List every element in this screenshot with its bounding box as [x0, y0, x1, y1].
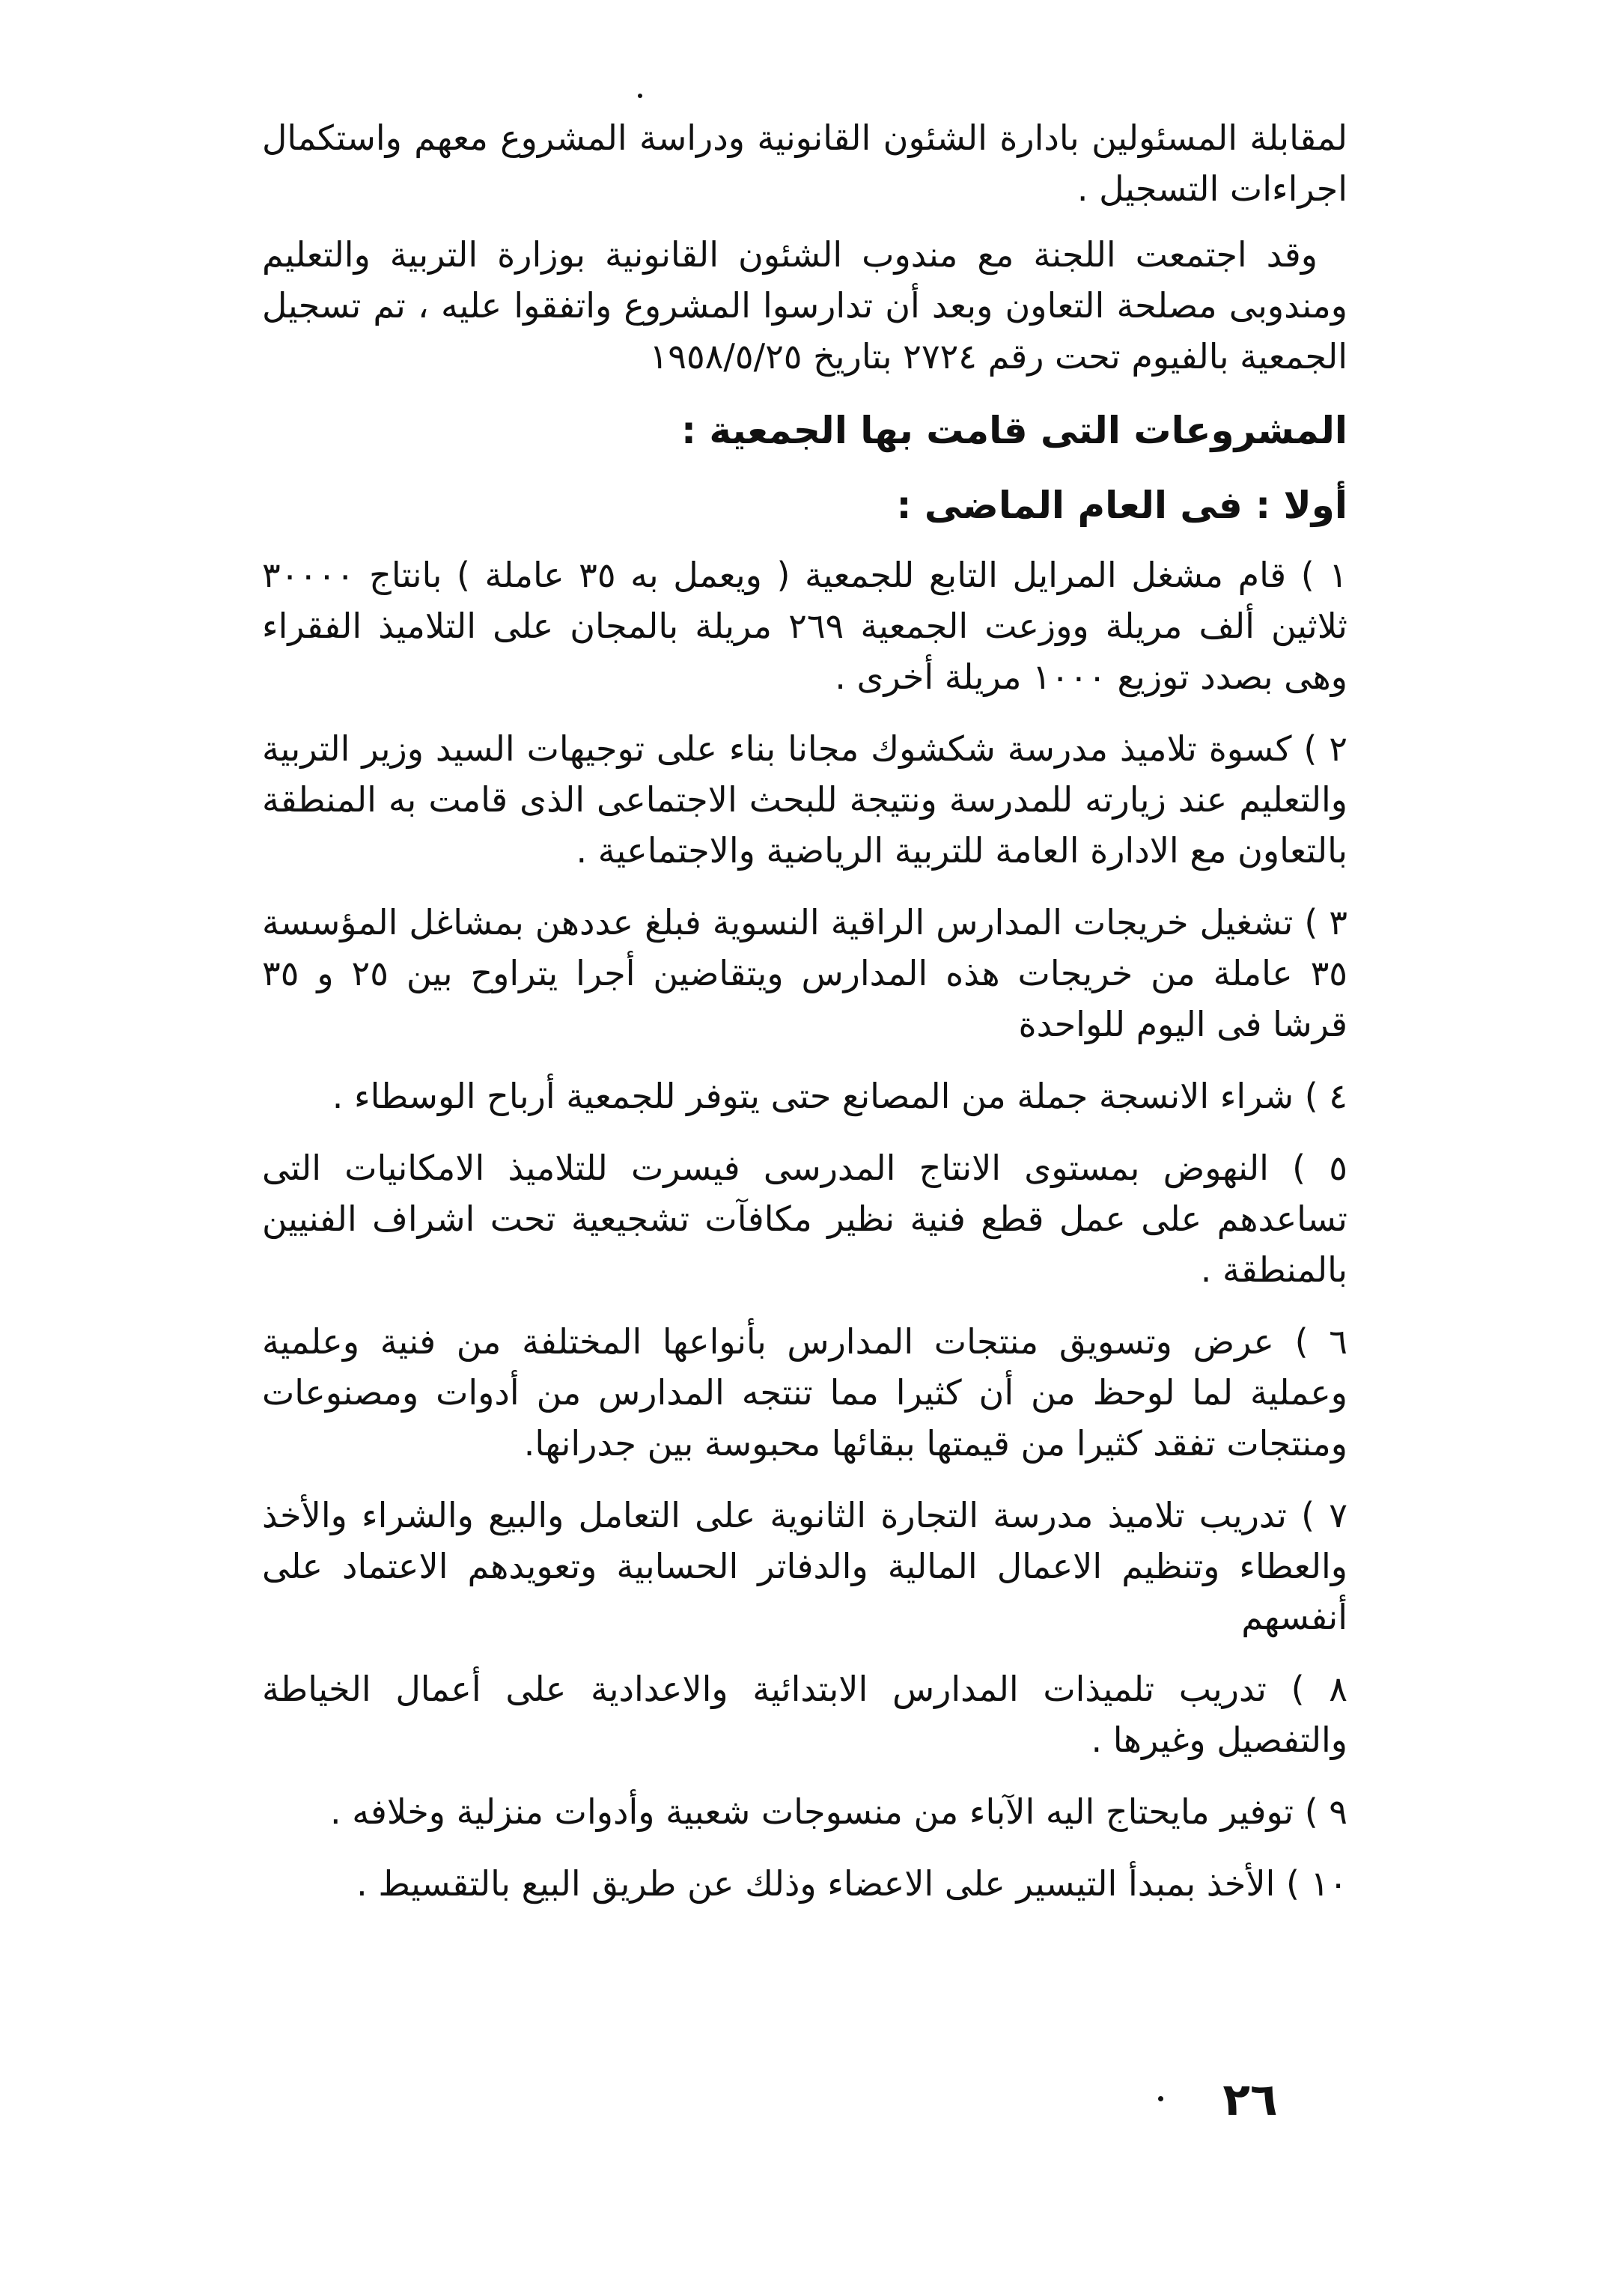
list-item: ٣ ) تشغيل خريجات المدارس الراقية النسوية فبلغ عددهن بمشاغل المؤسسة ٣٥ عاملة من خريجات هذه المدارس ويتقاضين أجرا يتراوح بين ٢٥ و ٣٥ قرشا فى اليوم للواحدة: [262, 902, 1347, 1044]
item-text: تدريب تلاميذ مدرسة التجارة الثانوية على التعامل والبيع والشراء والأخذ والعطاء وتنظيم الاعمال المالية والدفاتر الحسابية وتعويدهم الاعتماد على أنفسهم: [262, 1495, 1347, 1637]
item-text: توفير مايحتاج اليه الآباء من منسوجات شعبية وأدوات منزلية وخلافه .: [329, 1791, 1294, 1832]
item-text: شراء الانسجة جملة من المصانع حتى يتوفر للجمعية أرباح الوسطاء .: [332, 1076, 1294, 1116]
list-item: ٩ ) توفير مايحتاج اليه الآباء من منسوجات شعبية وأدوات منزلية وخلافه .: [329, 1791, 1347, 1832]
page-number: ٢٦: [1222, 2074, 1278, 2126]
item-number: ٢: [1329, 728, 1347, 769]
item-text: النهوض بمستوى الانتاج المدرسى فيسرت للتلاميذ الامكانيات التى تساعدهم على عمل قطع فنية نظير مكافآت تشجيعية تحت اشراف الفنيين بالمنطقة .: [262, 1148, 1347, 1290]
item-number: ٤: [1329, 1076, 1347, 1116]
item-number: ٣: [1329, 902, 1347, 943]
scan-speck: [638, 94, 642, 98]
item-number: ٥: [1329, 1148, 1347, 1188]
list-item: ١٠ ) الأخذ بمبدأ التيسير على الاعضاء وذلك عن طريق البيع بالتقسيط .: [356, 1863, 1347, 1904]
project-list: [262, 549, 1347, 1909]
item-text: كسوة تلاميذ مدرسة شكشوك مجانا بناء على توجيهات السيد وزير التربية والتعليم عند زيارته للمدرسة ونتيجة للبحث الاجتماعى الذى قامت به المنطقة بالتعاون مع الادارة العامة للتربية الرياضية والاجتماعية .: [262, 728, 1347, 871]
item-number: ١٠: [1310, 1863, 1347, 1904]
section-heading: المشروعات التى قامت بها الجمعية :: [681, 409, 1347, 452]
item-number: ٩: [1329, 1791, 1347, 1832]
item-text: قام مشغل المرايل التابع للجمعية ( ويعمل به ٣٥ عاملة ) بانتاج ٣٠٠٠٠ ثلاثين ألف مريلة ووزعت الجمعية ٢٦٩ مريلة بالمجان على التلاميذ الفقراء وهى بصدد توزيع ١٠٠٠ مريلة أخرى .: [262, 555, 1347, 697]
list-item: ٥ ) النهوض بمستوى الانتاج المدرسى فيسرت للتلاميذ الامكانيات التى تساعدهم على عمل قطع فنية نظير مكافآت تشجيعية تحت اشراف الفنيين بالمنطقة .: [262, 1148, 1347, 1290]
list-item: ٧ ) تدريب تلاميذ مدرسة التجارة الثانوية على التعامل والبيع والشراء والأخذ والعطاء وتنظيم الاعمال المالية والدفاتر الحسابية وتعويدهم الاعتماد على أنفسهم: [262, 1495, 1347, 1637]
item-text: تدريب تلميذات المدارس الابتدائية والاعدادية على أعمال الخياطة والتفصيل وغيرها .: [262, 1669, 1347, 1760]
item-text: تشغيل خريجات المدارس الراقية النسوية فبلغ عددهن بمشاغل المؤسسة ٣٥ عاملة من خريجات هذه المدارس ويتقاضين أجرا يتراوح بين ٢٥ و ٣٥ قرشا فى اليوم للواحدة: [262, 902, 1347, 1044]
item-number: ٦: [1329, 1321, 1347, 1362]
list-item: ٦ ) عرض وتسويق منتجات المدارس بأنواعها المختلفة من فنية وعلمية وعملية لما لوحظ من أن كثيرا مما تنتجه المدارس من أدوات ومصنوعات ومنتجات تفقد كثيرا من قيمتها ببقائها محبوسة بين جدرانها.: [262, 1321, 1347, 1464]
item-text: الأخذ بمبدأ التيسير على الاعضاء وذلك عن طريق البيع بالتقسيط .: [356, 1863, 1276, 1904]
subsection-heading: أولا : فى العام الماضى :: [896, 484, 1347, 527]
item-number: ١: [1329, 555, 1347, 595]
intro-paragraph-1: لمقابلة المسئولين بادارة الشئون القانونية ودراسة المشروع معهم واستكمال اجراءات التسجيل .: [262, 118, 1347, 209]
intro-paragraph-2: وقد اجتمعت اللجنة مع مندوب الشئون القانونية بوزارة التربية والتعليم ومندوبى مصلحة التعاون وبعد أن تدارسوا المشروع واتفقوا عليه ، تم تسجيل الجمعية بالفيوم تحت رقم ٢٧٢٤ بتاريخ ١٩٥٨/٥/٢٥: [262, 234, 1347, 377]
list-item: ١ ) قام مشغل المرايل التابع للجمعية ( ويعمل به ٣٥ عاملة ) بانتاج ٣٠٠٠٠ ثلاثين ألف مريلة ووزعت الجمعية ٢٦٩ مريلة بالمجان على التلاميذ الفقراء وهى بصدد توزيع ١٠٠٠ مريلة أخرى .: [262, 555, 1347, 697]
scan-speck: [1158, 2096, 1163, 2101]
list-item: ٢ ) كسوة تلاميذ مدرسة شكشوك مجانا بناء على توجيهات السيد وزير التربية والتعليم عند زيارته للمدرسة ونتيجة للبحث الاجتماعى الذى قامت به المنطقة بالتعاون مع الادارة العامة للتربية الرياضية والاجتماعية .: [262, 728, 1347, 871]
item-number: ٧: [1329, 1495, 1347, 1535]
list-item: ٨ ) تدريب تلميذات المدارس الابتدائية والاعدادية على أعمال الخياطة والتفصيل وغيرها .: [262, 1669, 1347, 1760]
item-text: عرض وتسويق منتجات المدارس بأنواعها المختلفة من فنية وعلمية وعملية لما لوحظ من أن كثيرا مما تنتجه المدارس من أدوات ومصنوعات ومنتجات تفقد كثيرا من قيمتها ببقائها محبوسة بين جدرانها.: [262, 1321, 1347, 1464]
body-text: [262, 112, 1347, 1930]
item-number: ٨: [1329, 1669, 1347, 1709]
list-item: ٤ ) شراء الانسجة جملة من المصانع حتى يتوفر للجمعية أرباح الوسطاء .: [332, 1076, 1347, 1116]
